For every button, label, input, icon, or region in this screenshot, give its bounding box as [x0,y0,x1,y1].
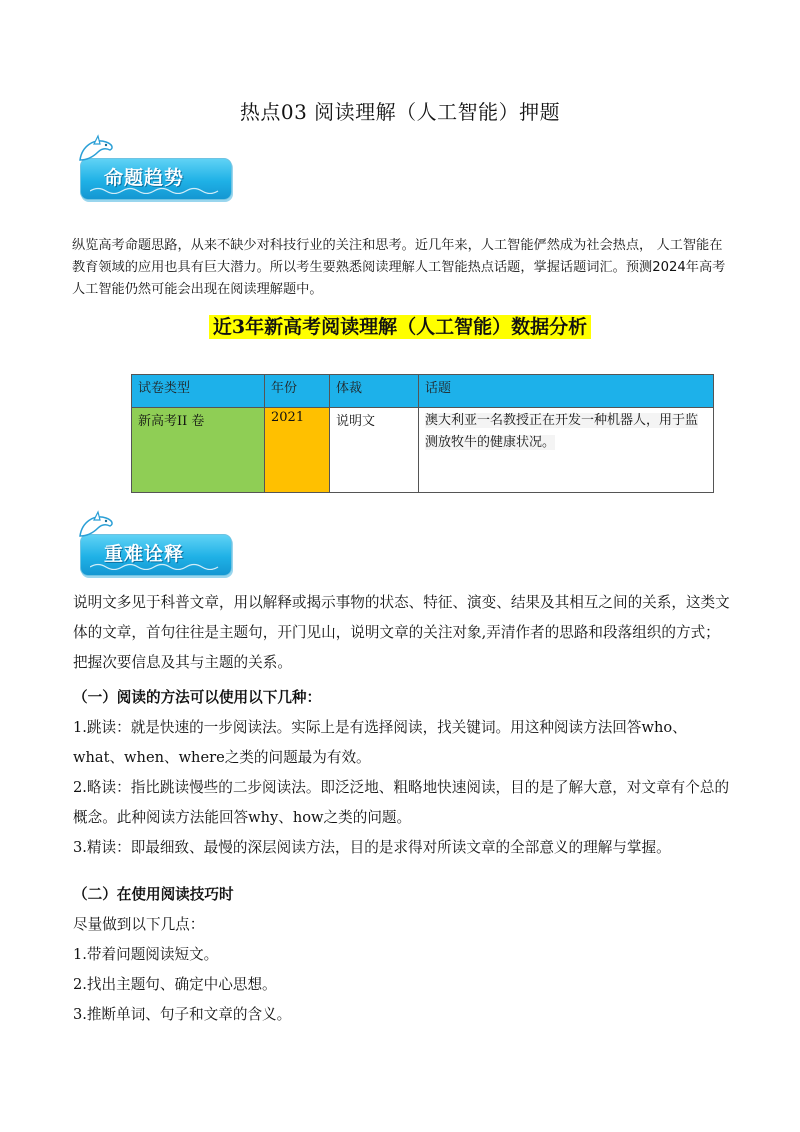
cell-type: 新高考II 卷 [132,408,265,493]
header-cell-genre: 体裁 [330,375,419,408]
page-title: 热点03 阅读理解（人工智能）押题 [239,100,561,124]
table-header-row [132,375,714,408]
section2-heading: （二）在使用阅读技巧时 [73,886,234,903]
header-cell-topic: 话题 [419,375,714,408]
list-item: 3.推断单词、句子和文章的含义。 [73,1006,292,1023]
cell-topic-text: 澳大利亚一名教授正在开发一种机器人，用于监测放牧牛的健康状况。 [425,413,699,450]
list-item: 2.略读：指比跳读慢些的二步阅读法。即泛泛地、粗略地快速阅读，目的是了解大意，对文章有个总的概念。此种阅读方法能回答why、how之类的问题。 [73,779,730,826]
data-analysis-heading-text: 近3年新高考阅读理解（人工智能）数据分析 [209,315,591,339]
section1-heading: （一）阅读的方法可以使用以下几种： [73,689,322,706]
list-item: 1.跳读：就是快速的一步阅读法。实际上是有选择阅读，找关键词。用这种阅读方法回答who、what、when、where之类的问题最为有效。 [73,719,687,766]
data-table [131,374,714,493]
wave-decoration-icon [90,562,220,570]
list-item: 3.精读：即最细致、最慢的深层阅读方法，目的是求得对所读文章的全部意义的理解与掌握。 [73,839,671,856]
header-cell-type: 试卷类型 [132,375,265,408]
section2-lead: 尽量做到以下几点： [73,916,205,933]
wave-decoration-icon [90,186,220,194]
intro-paragraph: 纵览高考命题思路，从来不缺少对科技行业的关注和思考。近几年来，人工智能俨然成为社会热点， 人工智能在教育领域的应用也具有巨大潜力。所以考生要熟悉阅读理解人工智能热点话题，掌握话题词汇。预测2024年高考人工智能仍然可能会出现在阅读理解题中。 [72,238,726,297]
data-analysis-heading [0,312,800,339]
cell-year: 2021 [265,408,330,493]
list-item: 2.找出主题句、确定中心思想。 [73,976,277,993]
explain-paragraph: 说明文多见于科普文章，用以解释或揭示事物的状态、特征、演变、结果及其相互之间的关系，这类文体的文章，首句往往是主题句，开门见山，说明文章的关注对象,弄清作者的思路和段落组织的方式；把握次要信息及其与主题的关系。 [73,594,730,671]
header-cell-year: 年份 [265,375,330,408]
cell-genre: 说明文 [330,408,419,493]
list-item: 1.带着问题阅读短文。 [73,946,219,963]
section-banner-trend [76,148,236,206]
section1 [73,683,733,863]
cell-topic [419,408,714,493]
banner-label: 命题趋势 [104,167,185,189]
banner-label: 重难诠释 [104,543,185,565]
section-banner-difficulty [76,524,236,582]
section2 [73,880,733,1030]
table-row [132,408,714,493]
